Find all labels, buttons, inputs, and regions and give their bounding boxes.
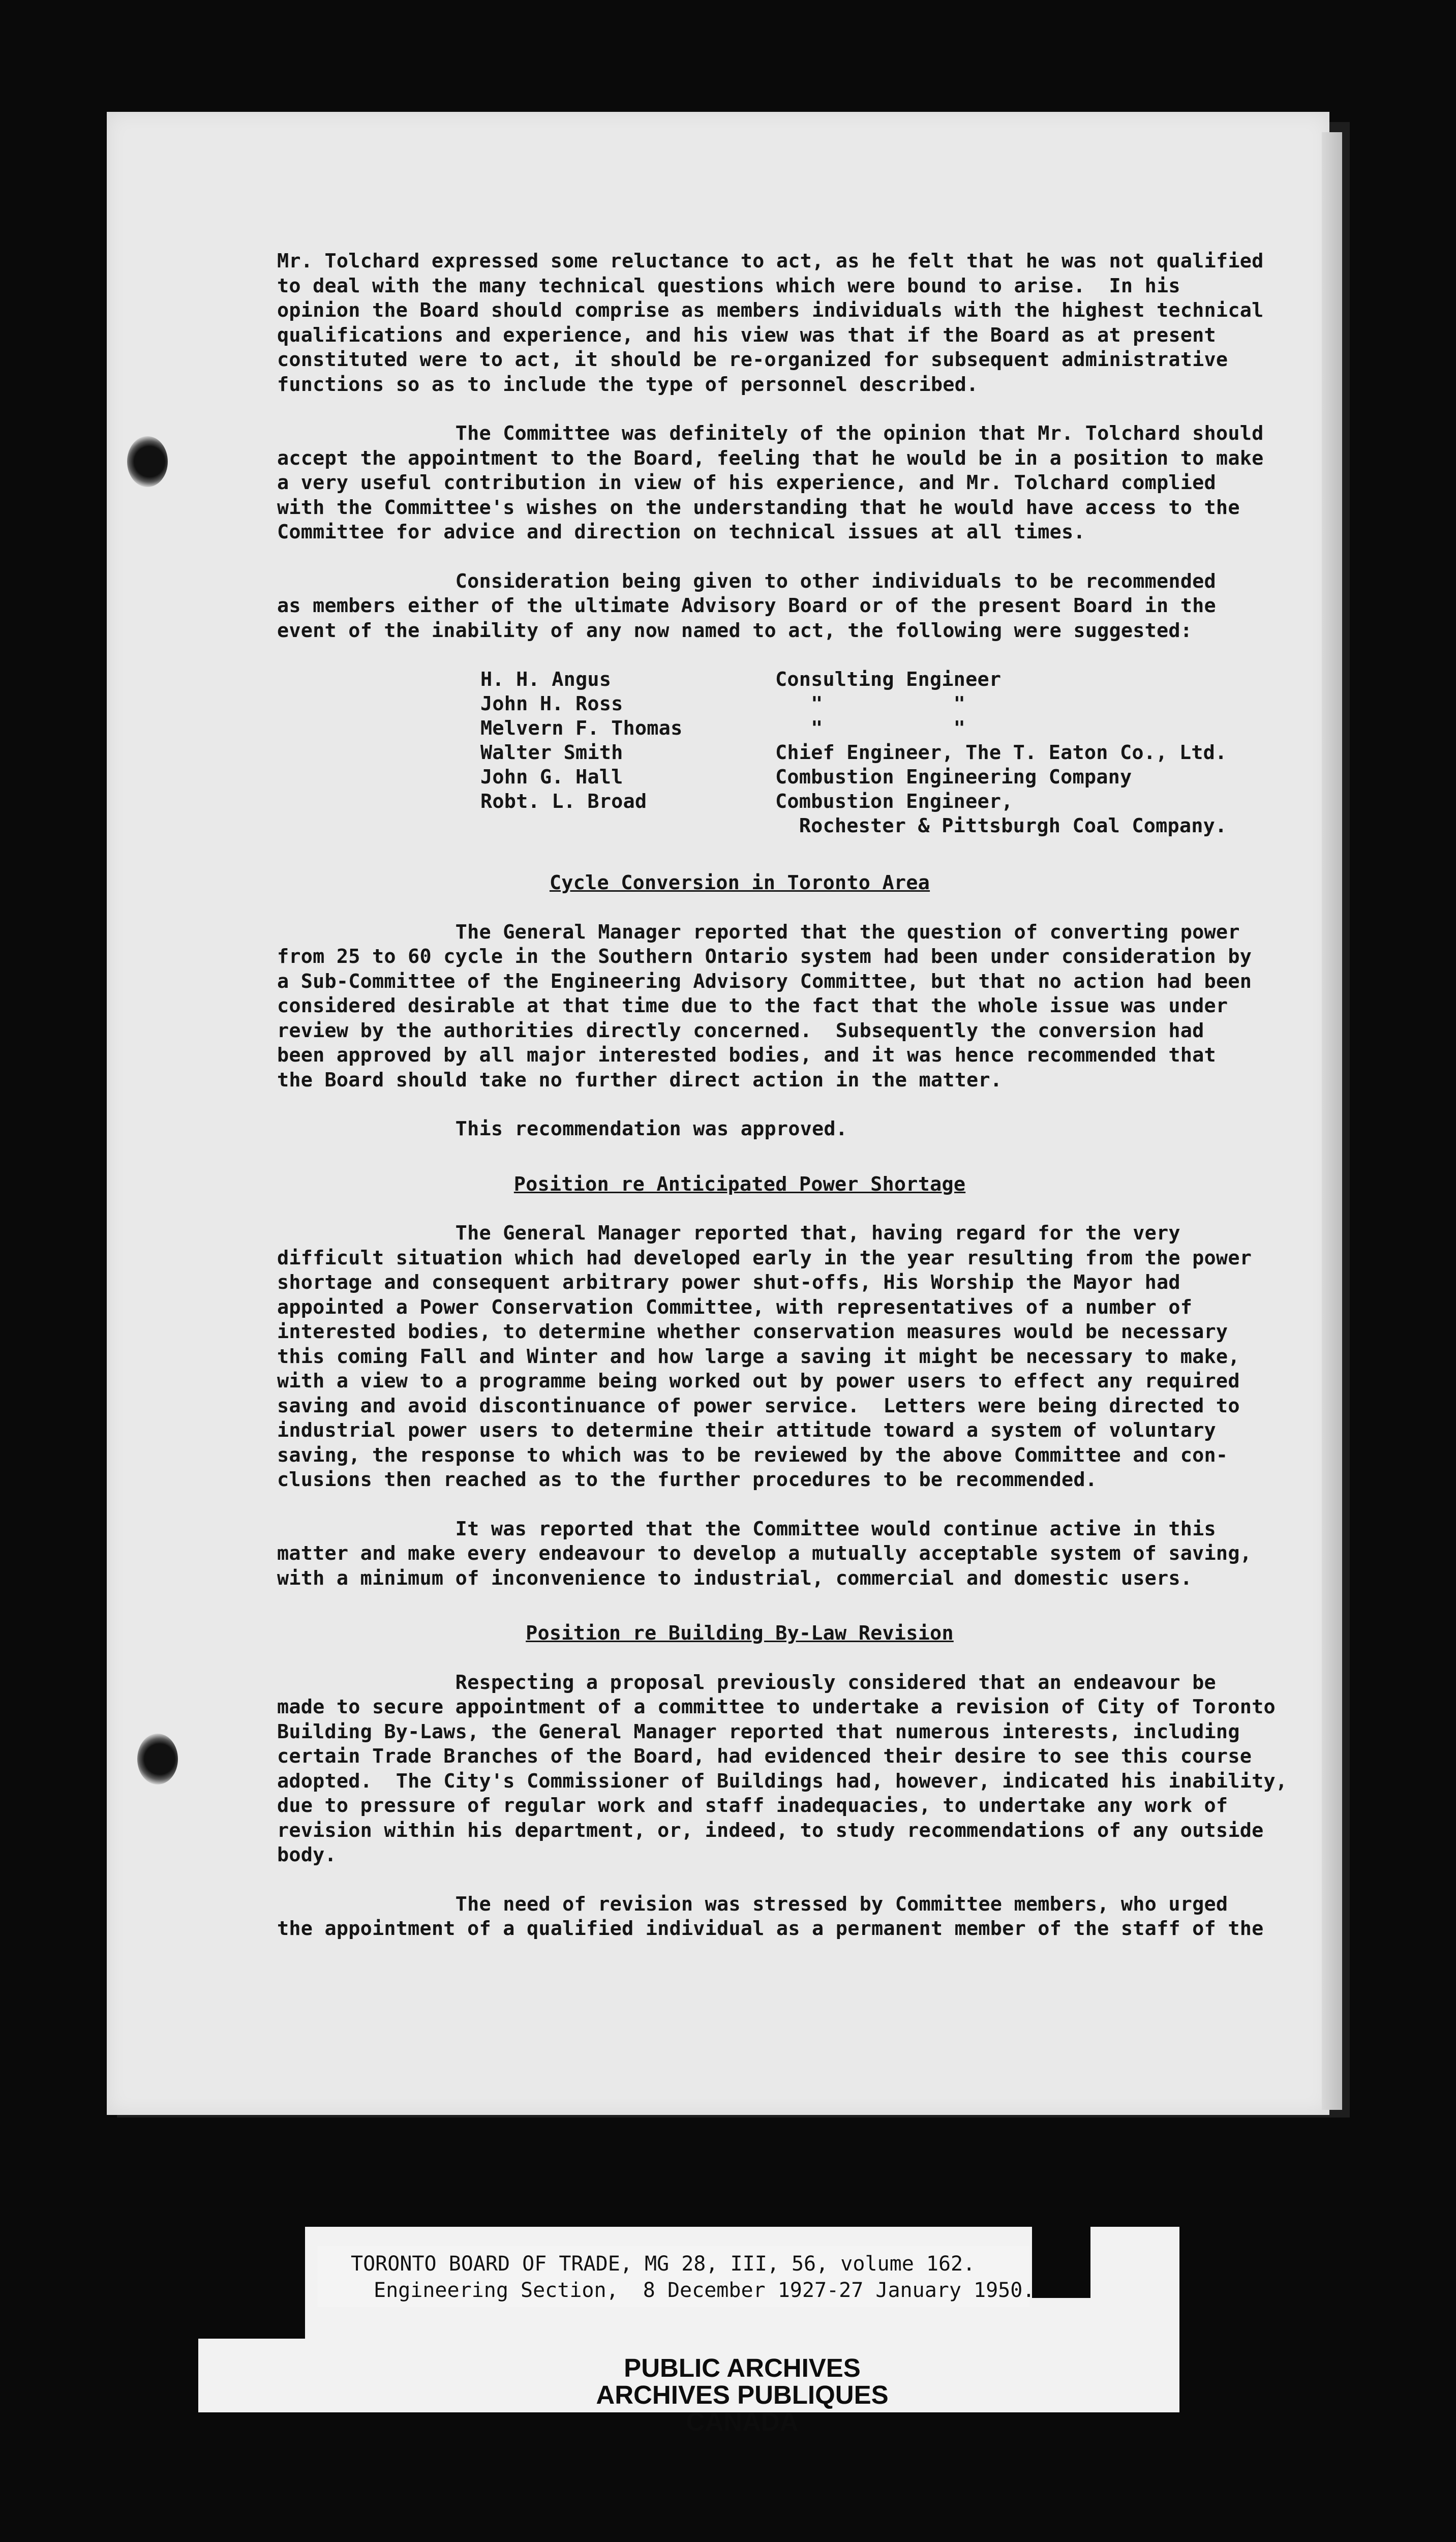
text-line: the Board should take no further direct action in the matter. — [277, 1068, 1003, 1092]
text-line: saving, the response to which was to be reviewed by the above Committee and con- — [277, 1443, 1228, 1467]
text-line: interested bodies, to determine whether conservation measures would be necessary — [277, 1320, 1228, 1343]
text-line: Mr. Tolchard expressed some reluctance to act, as he felt that he was not qualified — [277, 250, 1264, 273]
text-line: the appointment of a qualified individual as a permanent member of the staff of the — [277, 1917, 1264, 1940]
text-line: adopted. The City's Commissioner of Buildings had, however, indicated his inability, — [277, 1769, 1288, 1793]
archives-stamp-line-2: ARCHIVES PUBLIQUES — [596, 2380, 889, 2409]
text-line: to deal with the many technical questions which were bound to arise. In his — [277, 274, 1180, 297]
text-line: made to secure appointment of a committee to undertake a revision of City of Toronto — [277, 1696, 1276, 1718]
page-edge — [1322, 132, 1342, 2110]
text-line: qualifications and experience, and his view was that if the Board as at present — [277, 323, 1216, 347]
archive-reference-line-2: Engineering Section, 8 December 1927-27 January 1950. — [374, 2279, 1035, 2302]
paragraph-revision-stressed — [277, 1892, 1294, 1942]
archives-stamp-line-1: PUBLIC ARCHIVES — [624, 2353, 861, 2382]
text-line: with a view to a programme being worked out by power users to effect any required — [277, 1370, 1240, 1393]
text-line: opinion the Board should comprise as members individuals with the highest technical — [277, 299, 1264, 322]
text-line: Consideration being given to other individuals to be recommended — [277, 569, 1216, 593]
member-role: Chief Engineer, The T. Eaton Co., Ltd. — [775, 741, 1227, 764]
paragraph-cycle-conversion — [277, 920, 1294, 1093]
text-line: saving and avoid discontinuance of power service. Letters were being directed to — [277, 1394, 1240, 1417]
text-line: body. — [277, 1843, 337, 1866]
punch-hole-top — [127, 436, 168, 487]
text-line: constituted were to act, it should be re-organized for subsequent administrative — [277, 348, 1228, 371]
archives-stamp-line-3: CANADA — [686, 2407, 799, 2436]
text-line: The need of revision was stressed by Committee members, who urged — [277, 1892, 1228, 1916]
text-line: appointed a Power Conservation Committee, with representatives of a number of — [277, 1295, 1193, 1319]
paragraph-power-shortage — [277, 1221, 1294, 1493]
text-line: shortage and consequent arbitrary power shut-offs, His Worship the Mayor had — [277, 1271, 1180, 1294]
text-line: accept the appointment to the Board, feeling that he would be in a position to make — [277, 446, 1264, 470]
member-name: John G. Hall — [480, 766, 623, 789]
text-line: Committee for advice and direction on technical issues at all times. — [277, 521, 1085, 543]
text-line: from 25 to 60 cycle in the Southern Ontario system had been under consideration by — [277, 945, 1252, 968]
heading-cycle-conversion: Cycle Conversion in Toronto Area — [549, 871, 930, 894]
member-role: Rochester & Pittsburgh Coal Company. — [775, 814, 1227, 837]
member-role: Consulting Engineer — [775, 668, 1002, 691]
text-line: been approved by all major interested bodies, and it was hence recommended that — [277, 1044, 1216, 1067]
text-line: with the Committee's wishes on the understanding that he would have access to the — [277, 496, 1240, 519]
text-line: event of the inability of any now named to act, the following were suggested: — [277, 619, 1193, 642]
text-line: due to pressure of regular work and staff inadequacies, to undertake any work of — [277, 1794, 1228, 1817]
heading-power-shortage: Position re Anticipated Power Shortage — [513, 1172, 966, 1196]
text-line: functions so as to include the type of personnel described. — [277, 373, 979, 396]
heading-building-bylaw: Position re Building By-Law Revision — [526, 1622, 954, 1645]
text-line: certain Trade Branches of the Board, had evidenced their desire to see this course — [277, 1745, 1252, 1768]
member-role: Combustion Engineer, — [775, 790, 1013, 813]
text-line: The General Manager reported that the question of converting power — [277, 920, 1240, 944]
text-line: This recommendation was approved. — [277, 1117, 848, 1140]
text-line: The Committee was definitely of the opinion that Mr. Tolchard should — [277, 422, 1264, 445]
text-line: review by the authorities directly concerned. Subsequently the conversion had — [277, 1019, 1204, 1042]
text-line: industrial power users to determine their attitude toward a system of voluntary — [277, 1419, 1216, 1442]
member-role: " " — [775, 692, 966, 715]
paragraph-tolchard-reluctance — [277, 249, 1294, 397]
text-line: a Sub-Committee of the Engineering Advisory Committee, but that no action had been — [277, 970, 1252, 993]
text-line: with a minimum of inconvenience to industrial, commercial and domestic users. — [277, 1566, 1193, 1590]
text-line: clusions then reached as to the further procedures to be recommended. — [277, 1468, 1098, 1491]
paragraph-committee-active — [277, 1517, 1294, 1591]
member-name: Walter Smith — [480, 741, 623, 764]
text-line: revision within his department, or, indeed, to study recommendations of any outside — [277, 1819, 1264, 1842]
member-name: Melvern F. Thomas — [480, 717, 683, 740]
member-role: " " — [775, 717, 966, 740]
paragraph-building-bylaw — [277, 1671, 1294, 1868]
text-line: It was reported that the Committee would continue active in this — [277, 1517, 1216, 1540]
paragraph-other-individuals — [277, 569, 1294, 644]
paragraph-committee-opinion — [277, 421, 1294, 545]
member-name: John H. Ross — [480, 692, 623, 715]
member-name: H. H. Angus — [480, 668, 612, 691]
punch-hole-bottom — [137, 1734, 178, 1784]
text-line: difficult situation which had developed early in the year resulting from the power — [277, 1246, 1252, 1269]
typed-text — [277, 249, 1294, 1942]
text-line: considered desirable at that time due to the fact that the whole issue was under — [277, 994, 1228, 1017]
member-role: Combustion Engineering Company — [775, 766, 1132, 789]
suggested-members-list — [277, 668, 1294, 840]
text-line: this coming Fall and Winter and how large a saving it might be necessary to make, — [277, 1345, 1240, 1368]
text-line: Respecting a proposal previously considered that an endeavour be — [277, 1671, 1216, 1694]
member-name: Robt. L. Broad — [480, 790, 647, 813]
text-line: as members either of the ultimate Advisory Board or of the present Board in the — [277, 594, 1216, 617]
text-line: Building By-Laws, the General Manager reported that numerous interests, including — [277, 1720, 1240, 1743]
text-line: matter and make every endeavour to develop a mutually acceptable system of saving, — [277, 1542, 1252, 1565]
text-line: a very useful contribution in view of his experience, and Mr. Tolchard complied — [277, 471, 1216, 494]
archive-reference-line-1: TORONTO BOARD OF TRADE, MG 28, III, 56, volume 162. — [351, 2252, 976, 2276]
text-line: The General Manager reported that, having regard for the very — [277, 1222, 1180, 1245]
